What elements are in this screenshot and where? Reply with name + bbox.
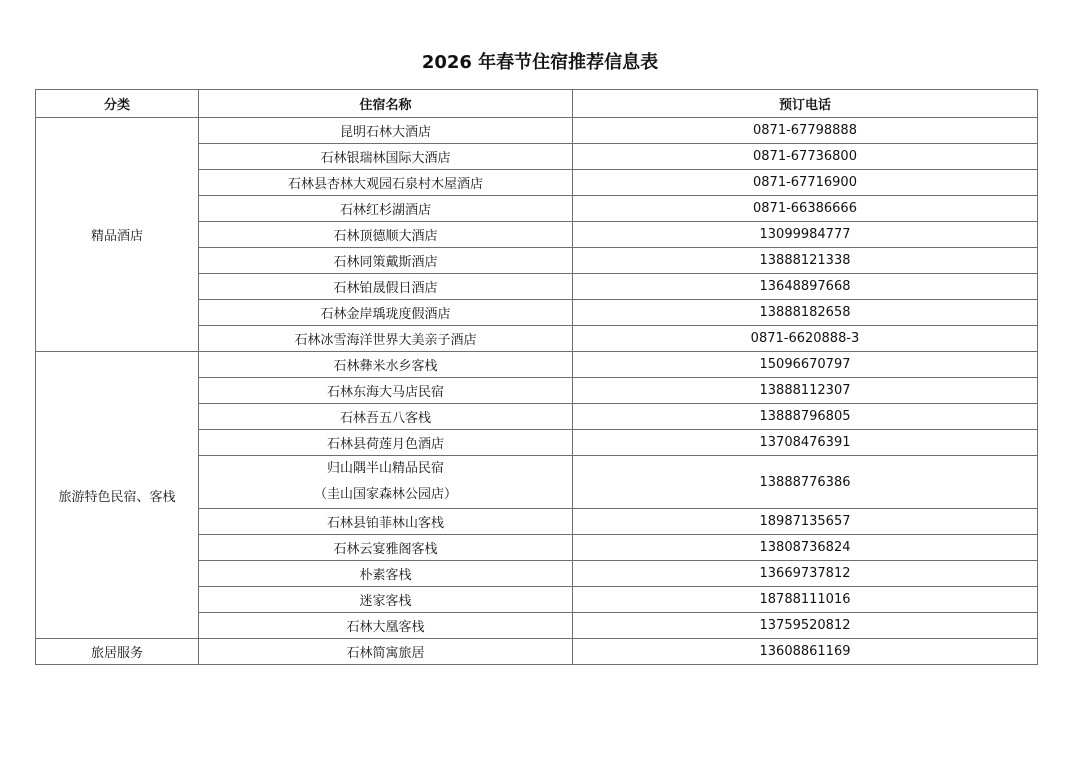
lodging-name: 石林银瑞林国际大酒店 [199,144,573,170]
lodging-phone: 13888121338 [573,248,1038,274]
lodging-phone: 13759520812 [573,613,1038,639]
lodging-name: 石林红杉湖酒店 [199,196,573,222]
lodging-name: 石林大凰客栈 [199,613,573,639]
lodging-name: 石林冰雪海洋世界大美亲子酒店 [199,326,573,352]
lodging-phone: 13808736824 [573,535,1038,561]
table-row [36,118,1038,144]
lodging-phone: 13669737812 [573,561,1038,587]
lodging-name: 朴素客栈 [199,561,573,587]
header-phone: 预订电话 [573,90,1038,118]
lodging-phone: 13888796805 [573,404,1038,430]
table-row [36,352,1038,378]
lodging-name: 迷家客栈 [199,587,573,613]
lodging-phone: 0871-6620888-3 [573,326,1038,352]
table-row [36,639,1038,665]
lodging-name: 石林东海大马店民宿 [199,378,573,404]
lodging-phone: 18987135657 [573,509,1038,535]
lodging-phone: 0871-66386666 [573,196,1038,222]
lodging-name: 石林彝米水乡客栈 [199,352,573,378]
lodging-name: 石林顶德顺大酒店 [199,222,573,248]
header-category: 分类 [36,90,199,118]
lodging-phone: 0871-67716900 [573,170,1038,196]
lodging-phone: 0871-67798888 [573,118,1038,144]
lodging-name: 石林吾五八客栈 [199,404,573,430]
table-header-row [36,90,1038,118]
header-name: 住宿名称 [199,90,573,118]
lodging-name: 石林县杏林大观园石泉村木屋酒店 [199,170,573,196]
lodging-name: 石林同策戴斯酒店 [199,248,573,274]
lodging-name: 石林县铂菲林山客栈 [199,509,573,535]
category-cell: 旅游特色民宿、客栈 [36,352,199,639]
lodging-name: 石林云宴雅阁客栈 [199,535,573,561]
lodging-phone: 15096670797 [573,352,1038,378]
lodging-phone: 0871-67736800 [573,144,1038,170]
lodging-phone: 13648897668 [573,274,1038,300]
lodging-name: 石林县荷莲月色酒店 [199,430,573,456]
lodging-phone: 13888112307 [573,378,1038,404]
lodging-name: 石林金岸瑀珑度假酒店 [199,300,573,326]
lodging-name-line1: 归山隅半山精品民宿 [326,461,444,476]
lodging-name [199,456,573,509]
lodging-phone: 18788111016 [573,587,1038,613]
category-cell: 精品酒店 [36,118,199,352]
lodging-phone: 13608861169 [573,639,1038,665]
lodging-phone: 13099984777 [573,222,1038,248]
document-title: 2026 年春节住宿推荐信息表 [421,52,659,73]
category-cell: 旅居服务 [36,639,199,665]
lodging-name-line2: （圭山国家森林公园店） [313,487,457,502]
lodging-name: 石林铂晟假日酒店 [199,274,573,300]
lodging-phone: 13708476391 [573,430,1038,456]
lodging-phone: 13888182658 [573,300,1038,326]
lodging-phone: 13888776386 [573,456,1038,509]
lodging-table [35,89,1038,665]
lodging-name: 石林简寓旅居 [199,639,573,665]
lodging-name: 昆明石林大酒店 [199,118,573,144]
